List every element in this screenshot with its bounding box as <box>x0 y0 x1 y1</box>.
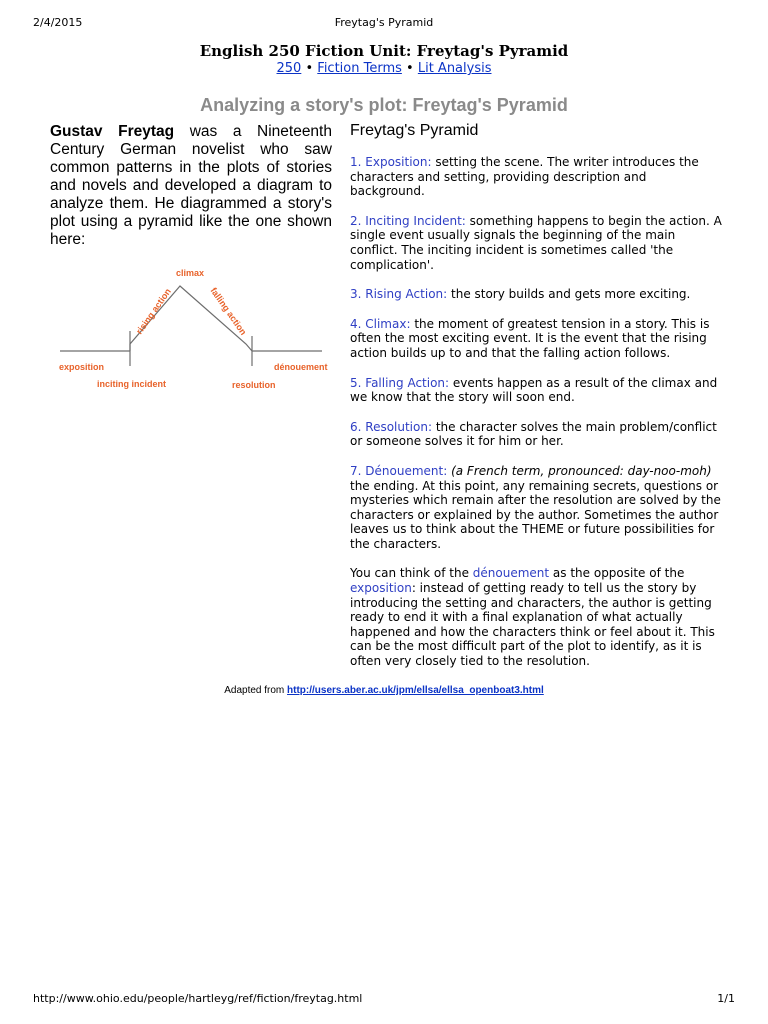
definition-text: the moment of greatest tension in a story. This is often the most exciting event. It is the event that the rising action builds up to and that the falling action follows. <box>350 316 710 360</box>
definition-term: 2. Inciting Incident: <box>350 213 466 228</box>
definition-text: something happens to begin the action. A single event usually signals the beginning of the main conflict. The inciting incident is sometimes called 'the complication'. <box>350 213 722 272</box>
definition-term: 5. Falling Action: <box>350 375 450 390</box>
label-exposition: exposition <box>59 362 105 372</box>
page-number: 1/1 <box>717 992 735 1005</box>
nav-link-lit-analysis[interactable]: Lit Analysis <box>417 61 492 76</box>
intro-text: was a Nineteenth Century German novelist who saw common patterns in the plots of stories and novels and developed a diagram to analyze them. He diagrammed a story's plot using a pyramid like the one shown here: <box>50 123 332 248</box>
print-url: http://www.ohio.edu/people/hartleyg/ref/fiction/freytag.html <box>33 992 363 1005</box>
definition-term: 6. Resolution: <box>350 419 433 434</box>
freytag-pyramid-diagram <box>50 262 332 394</box>
print-header <box>33 16 735 30</box>
definition-text: the ending. At this point, any remaining secrets, questions or mysteries which remain after the resolution are solved by the characters or explained by the author. Sometimes the author leaves us to think about the THEME or future possibilities for the characters. <box>350 478 721 551</box>
label-rising-action: rising action <box>134 286 173 337</box>
definition-item <box>350 464 722 552</box>
definition-term: 4. Climax: <box>350 316 411 331</box>
closing-term-exposition: exposition <box>350 581 412 596</box>
page-subtitle: Analyzing a story's plot: Freytag's Pyramid <box>200 95 568 115</box>
nav-link-fiction-terms[interactable]: Fiction Terms <box>317 61 402 76</box>
pyramid-definitions <box>350 121 722 684</box>
definition-text: events happen as a result of the climax and we know that the story will soon end. <box>350 375 718 405</box>
pyramid-heading: Freytag's Pyramid <box>350 122 479 139</box>
label-denouement: dénouement <box>274 362 328 372</box>
closing-text: as the opposite of the <box>549 566 685 581</box>
label-inciting-incident: inciting incident <box>97 379 166 389</box>
definition-term: 3. Rising Action: <box>350 287 448 302</box>
adapted-from <box>0 685 768 696</box>
nav-link-250[interactable]: 250 <box>276 61 302 76</box>
definition-item <box>350 420 722 449</box>
source-link[interactable]: http://users.aber.ac.uk/jpm/ellsa/ellsa_openboat3.html <box>287 685 544 696</box>
definition-item <box>350 214 722 272</box>
print-date: 2/4/2015 <box>33 16 83 29</box>
pronunciation-note: (a French term, pronounced: day-noo-moh) <box>447 463 712 478</box>
closing-text: : instead of getting ready to tell us the story by introducing the setting and characters, the author is getting ready to end it with a final explanation of what actually happened and how the characters think or feel about it. This can be the most difficult part of the plot to identify, as it is often very closely tied to the resolution. <box>350 581 715 669</box>
definition-item <box>350 317 722 361</box>
intro-name: Gustav Freytag <box>50 123 175 140</box>
nav-separator: • <box>406 61 414 76</box>
course-title: English 250 Fiction Unit: Freytag's Pyramid <box>199 42 569 60</box>
label-climax: climax <box>175 268 205 278</box>
label-resolution: resolution <box>232 380 276 390</box>
nav-separator: • <box>305 61 314 76</box>
closing-text: You can think of the <box>350 566 473 581</box>
closing-paragraph <box>350 566 722 668</box>
definition-text: setting the scene. The writer introduces the characters and setting, providing description and background. <box>350 155 699 199</box>
print-page-title: Freytag's Pyramid <box>334 16 434 29</box>
definition-item <box>350 155 722 199</box>
definition-text: the story builds and gets more exciting. <box>447 287 691 302</box>
definition-text: the character solves the main problem/conflict or someone solves it for him or her. <box>350 419 717 449</box>
closing-term-denouement: dénouement <box>472 566 550 581</box>
print-footer <box>33 992 735 1006</box>
definition-term: 1. Exposition: <box>350 155 432 169</box>
nav-links <box>0 61 768 76</box>
definition-term: 7. Dénouement: <box>350 463 448 478</box>
definition-item <box>350 376 722 405</box>
label-falling-action: falling action <box>208 285 249 337</box>
definition-item <box>350 287 722 302</box>
adapted-label: Adapted from <box>224 685 288 696</box>
intro-paragraph <box>50 123 332 249</box>
